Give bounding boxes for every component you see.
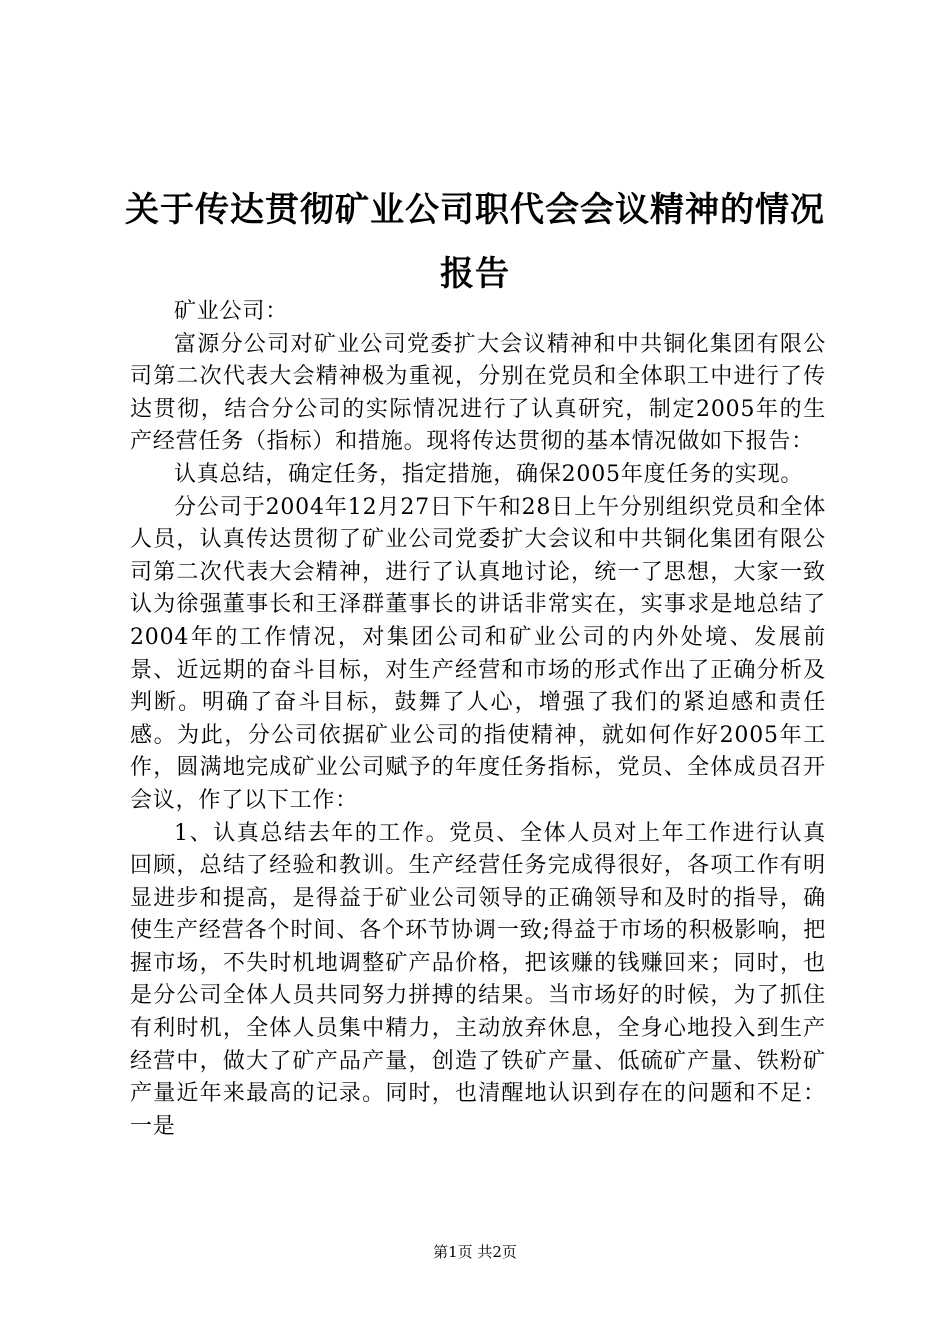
- paragraph: 1、认真总结去年的工作。党员、全体人员对上年工作进行认真回顾，总结了经验和教训。生产经营任务完成得很好，各项工作有明显进步和提高，是得益于矿业公司领导的正确领导和及时的指导，确使生产经营各个时间、各个环节协调一致;得益于市场的积极影响，把握市场，不失时机地调整矿产品价格，把该赚的钱赚回来；同时，也是分公司全体人员共同努力拼搏的结果。当市场好的时候，为了抓住有利时机，全体人员集中精力，主动放弃休息，全身心地投入到生产经营中，做大了矿产品产量，创造了铁矿产量、低硫矿产量、铁粉矿产量近年来最高的记录。同时，也清醒地认识到存在的问题和不足：一是: [130, 820, 826, 1139]
- paragraph: 认真总结，确定任务，指定措施，确保2005年度任务的实现。: [174, 461, 804, 487]
- document-title: 关于传达贯彻矿业公司职代会会议精神的情况报告: [125, 190, 825, 294]
- document-body: [130, 296, 826, 1143]
- paragraph: 分公司于2004年12月27日下午和28日上午分别组织党员和全体人员，认真传达贯彻了矿业公司党委扩大会议和中共铜化集团有限公司第二次代表大会精神，进行了认真地讨论，统一了思想，大家一致认为徐强董事长和王泽群董事长的讲话非常实在，实事求是地总结了2004年的工作情况，对集团公司和矿业公司的内外处境、发展前景、近远期的奋斗目标，对生产经营和市场的形式作出了正确分析及判断。明确了奋斗目标，鼓舞了人心，增强了我们的紧迫感和责任感。为此，分公司依据矿业公司的指使精神，就如何作好2005年工作，圆满地完成矿业公司赋予的年度任务指标，党员、全体成员召开会议，作了以下工作：: [130, 494, 826, 813]
- paragraph: 富源分公司对矿业公司党委扩大会议精神和中共铜化集团有限公司第二次代表大会精神极为重视，分别在党员和全体职工中进行了传达贯彻，结合分公司的实际情况进行了认真研究，制定2005年的生产经营任务（指标）和措施。现将传达贯彻的基本情况做如下报告：: [130, 331, 826, 455]
- salutation: 矿业公司：: [174, 299, 289, 324]
- page-footer: 第1页 共2页: [433, 1243, 517, 1261]
